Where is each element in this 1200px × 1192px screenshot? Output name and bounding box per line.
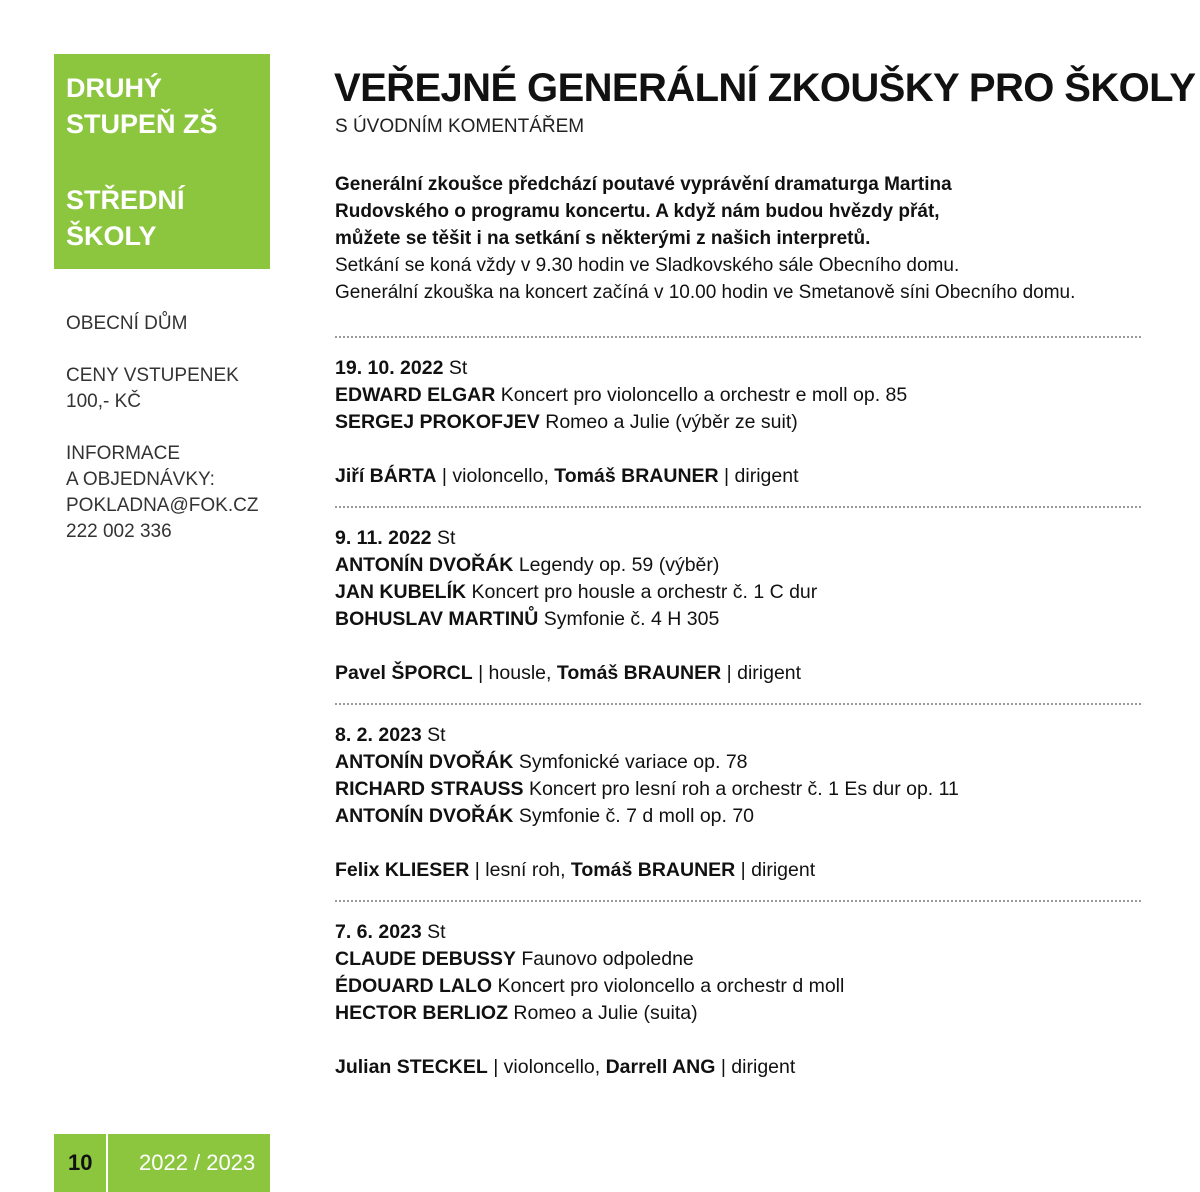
intro-bold-line: Generální zkoušce předchází poutavé vyprávění dramaturga Martina: [335, 174, 952, 195]
conductor-role: | dirigent: [720, 1056, 796, 1078]
intro-bold-line: můžete se těšit i na setkání s některými z našich interpretů.: [335, 228, 871, 249]
conductor-role: | dirigent: [726, 662, 802, 684]
soloist: Felix KLIESER: [335, 859, 470, 881]
event-day: St: [427, 724, 446, 746]
intro-line: Setkání se koná vždy v 9.30 hodin ve Sladkovského sále Obecního domu.: [335, 255, 960, 276]
composer: ÉDOUARD LALO: [335, 975, 493, 997]
soloist-role: | violoncello,: [441, 465, 549, 487]
category-box: [54, 54, 270, 269]
event-item: [335, 703, 1141, 900]
page-subtitle: S ÚVODNÍM KOMENTÁŘEM: [335, 116, 585, 137]
work: Romeo a Julie (suita): [513, 1002, 698, 1024]
intro-line: Generální zkouška na koncert začíná v 10.00 hodin ve Smetanově síni Obecního domu.: [335, 282, 1076, 303]
work: Koncert pro violoncello a orchestr e moll op. 85: [500, 384, 908, 406]
work: Legendy op. 59 (výběr): [518, 554, 720, 576]
soloist: Pavel ŠPORCL: [335, 662, 473, 684]
work: Symfonie č. 7 d moll op. 70: [518, 805, 755, 827]
event-item: [335, 336, 1141, 506]
intro-bold-line: Rudovského o programu koncertu. A když nám budou hvězdy přát,: [335, 201, 940, 222]
soloist-role: | lesní roh,: [474, 859, 566, 881]
price-label: CENY VSTUPENEK: [66, 365, 239, 386]
work: Symfonické variace op. 78: [518, 751, 748, 773]
category-line: STUPEŇ ZŠ: [66, 109, 218, 139]
composer: ANTONÍN DVOŘÁK: [335, 751, 514, 773]
soloist: Julian STECKEL: [335, 1056, 488, 1078]
page-number: 10: [54, 1134, 106, 1192]
composer: ANTONÍN DVOŘÁK: [335, 554, 514, 576]
event-date: 8. 2. 2023: [335, 724, 422, 746]
work: Koncert pro lesní roh a orchestr č. 1 Es dur op. 11: [528, 778, 959, 800]
event-date: 7. 6. 2023: [335, 921, 422, 943]
price-value: 100,- KČ: [66, 391, 141, 412]
category-line: ŠKOLY: [66, 221, 157, 251]
event-date: 9. 11. 2022: [335, 527, 432, 549]
info-label: INFORMACE: [66, 443, 180, 464]
conductor-role: | dirigent: [740, 859, 816, 881]
email-link[interactable]: POKLADNA@FOK.CZ: [66, 495, 259, 516]
event-day: St: [448, 357, 468, 379]
category-line: STŘEDNÍ: [66, 185, 185, 215]
event-date: 19. 10. 2022: [335, 357, 444, 379]
composer: BOHUSLAV MARTINŮ: [335, 608, 539, 630]
event-list: [335, 336, 1141, 1097]
conductor: Tomáš BRAUNER: [556, 662, 722, 684]
conductor: Tomáš BRAUNER: [554, 465, 719, 487]
event-item: [335, 900, 1141, 1097]
sidebar-info: [66, 311, 266, 571]
composer: RICHARD STRAUSS: [335, 778, 524, 800]
venue: OBECNÍ DŮM: [66, 313, 188, 334]
composer: EDWARD ELGAR: [335, 384, 496, 406]
event-day: St: [436, 527, 456, 549]
soloist-role: | violoncello,: [493, 1056, 601, 1078]
phone-number: 222 002 336: [66, 521, 172, 542]
composer: SERGEJ PROKOFJEV: [335, 411, 540, 433]
page-title: VEŘEJNÉ GENERÁLNÍ ZKOUŠKY PRO ŠKOLY: [334, 66, 1196, 110]
event-day: St: [427, 921, 446, 943]
work: Symfonie č. 4 H 305: [543, 608, 720, 630]
work: Koncert pro violoncello a orchestr d moll: [497, 975, 845, 997]
conductor: Tomáš BRAUNER: [570, 859, 736, 881]
composer: HECTOR BERLIOZ: [335, 1002, 508, 1024]
category-line: DRUHÝ: [66, 73, 163, 103]
season-label: 2022 / 2023: [108, 1134, 270, 1192]
work: Koncert pro housle a orchestr č. 1 C dur: [471, 581, 818, 603]
work: Faunovo odpoledne: [521, 948, 694, 970]
composer: ANTONÍN DVOŘÁK: [335, 805, 514, 827]
event-item: [335, 506, 1141, 703]
intro-text: [335, 171, 1155, 306]
composer: CLAUDE DEBUSSY: [335, 948, 516, 970]
conductor-role: | dirigent: [724, 465, 799, 487]
conductor: Darrell ANG: [605, 1056, 716, 1078]
work: Romeo a Julie (výběr ze suit): [545, 411, 798, 433]
soloist: Jiří BÁRTA: [335, 465, 437, 487]
soloist-role: | housle,: [478, 662, 552, 684]
composer: JAN KUBELÍK: [335, 581, 467, 603]
info-label-2: A OBJEDNÁVKY:: [66, 469, 215, 490]
